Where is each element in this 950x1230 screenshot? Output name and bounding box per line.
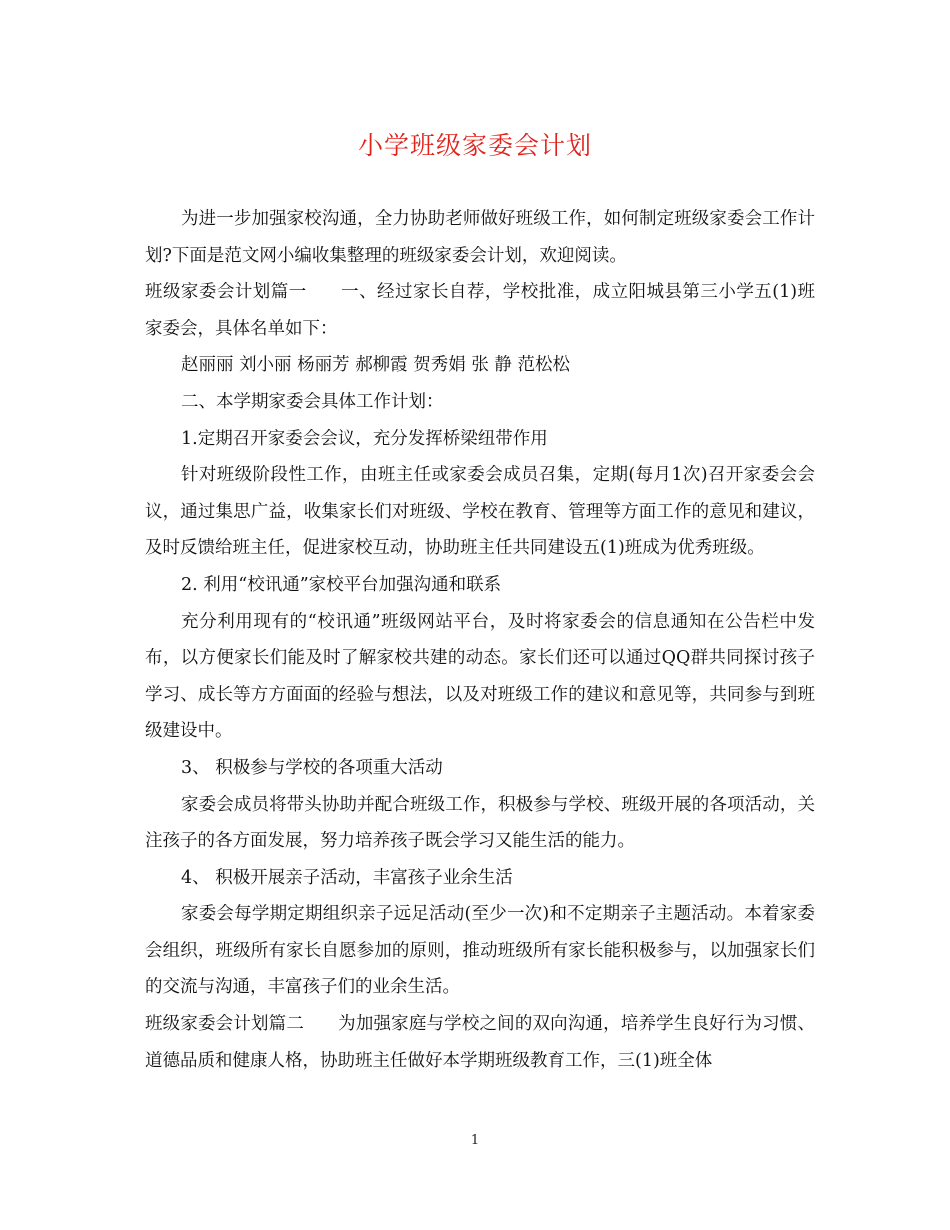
section-two-heading: 班级家委会计划篇二 xyxy=(145,1014,304,1035)
section-two-text: 为加强家庭与学校之间的双向沟通，培养学生良好行为习惯、道德品质和健康人格，协助班主任做好本学期班级教育工作，三(1)班全体 xyxy=(145,1014,815,1071)
section-two-paragraph xyxy=(145,1006,815,1079)
item-1-text: 针对班级阶段性工作，由班主任或家委会成员召集，定期(每月1次)召开家委会会议，通过集思广益，收集家长们对班级、学校在教育、管理等方面工作的意见和建议，及时反馈给班主任，促进家校互动，协助班主任共同建设五(1)班成为优秀班级。 xyxy=(145,465,815,559)
intro-paragraph: 为进一步加强家校沟通，全力协助老师做好班级工作，如何制定班级家委会工作计划?下面是范文网小编收集整理的班级家委会计划，欢迎阅读。 xyxy=(145,209,815,266)
section-one-paragraph xyxy=(145,274,815,347)
item-3-text: 家委会成员将带头协助并配合班级工作，积极参与学校、班级开展的各项活动，关注孩子的各方面发展，努力培养孩子既会学习又能生活的能力。 xyxy=(145,794,815,852)
document-title: 小学班级家委会计划 xyxy=(357,131,592,160)
section-one-heading: 班级家委会计划篇一 xyxy=(145,282,307,303)
member-list: 赵丽丽 刘小丽 杨丽芳 郝柳霞 贺秀娟 张 静 范松松 xyxy=(181,355,570,376)
document-body xyxy=(145,201,815,1079)
item-4-text: 家委会每学期定期组织亲子远足活动(至少一次)和不定期亲子主题活动。本着家委会组织，班级所有家长自愿参加的原则，推动班级所有家长能积极参与，以加强家长们的交流与沟通，丰富孩子们的业余生活。 xyxy=(145,904,815,998)
item-4-heading: 4、 积极开展亲子活动，丰富孩子业余生活 xyxy=(181,867,513,888)
item-3-heading: 3、 积极参与学校的各项重大活动 xyxy=(181,757,443,778)
page-number: 1 xyxy=(470,1133,480,1148)
item-2-text: 充分利用现有的“校讯通”班级网站平台，及时将家委会的信息通知在公告栏中发布，以方便家长们能及时了解家校共建的动态。家长们还可以通过QQ群共同探讨孩子学习、成长等方方面面的经验与想法，以及对班级工作的建议和意见等，共同参与到班级建设中。 xyxy=(145,611,815,742)
plan-heading: 二、本学期家委会具体工作计划： xyxy=(181,391,444,412)
section-one-text: 一、经过家长自荐，学校批准，成立阳城县第三小学五(1)班家委会，具体名单如下： xyxy=(145,282,815,339)
item-2-heading: 2. 利用“校讯通”家校平台加强沟通和联系 xyxy=(181,574,502,595)
item-1-heading: 1.定期召开家委会会议，充分发挥桥梁纽带作用 xyxy=(181,428,548,449)
